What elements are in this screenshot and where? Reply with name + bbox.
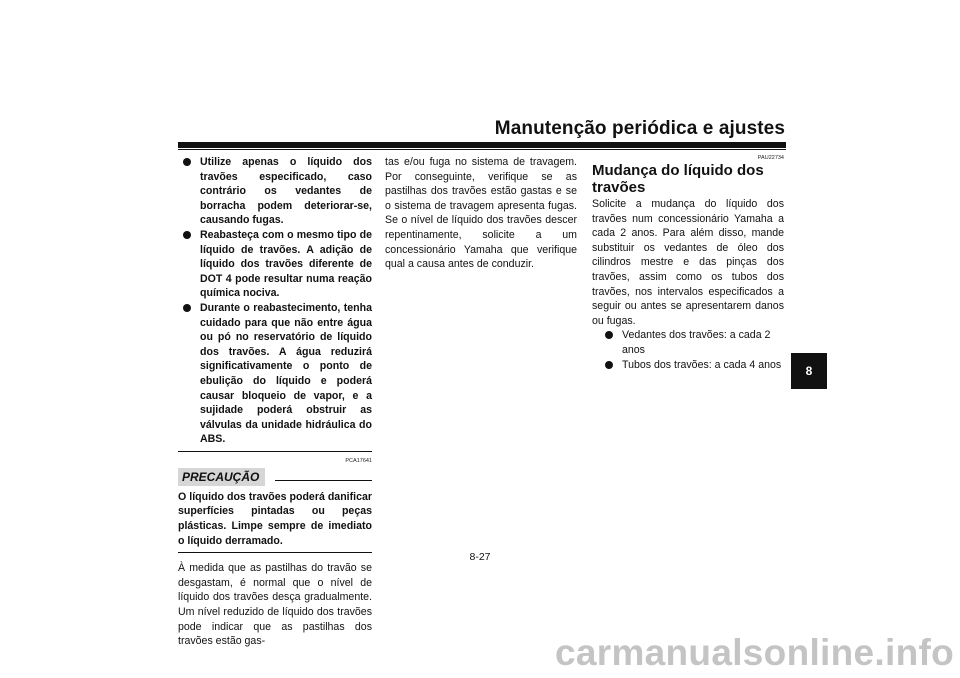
caution-rule	[275, 480, 372, 481]
caution-code: PCA17641	[345, 457, 372, 464]
interval-item	[600, 358, 784, 373]
body-paragraph: À medida que as pastilhas do travão se desgastam, é normal que o nível de líquido dos travões desça gradualmente. Um nível reduzido de líquido dos travões pode indicar que as pastilhas dos travões estão gas-	[178, 562, 372, 648]
interval-item	[600, 328, 784, 357]
warning-text: Durante o reabastecimento, tenha cuidado para que não entre água ou pó no reservatório de líquido dos travões. A água reduzirá significativamente o ponto de ebulição do líquido e poderá causar bloqueio de vapor, e a sujidade poderá obstruir as válvulas da unidade hidráulica do ABS.	[200, 301, 372, 446]
warning-list	[178, 155, 372, 447]
section-code: PAU22734	[757, 155, 784, 161]
bullet-icon	[605, 331, 613, 339]
section-heading: Mudança do líquido dos travões	[592, 162, 764, 196]
chapter-tab	[791, 353, 827, 389]
middle-column	[385, 155, 577, 272]
warning-item	[178, 228, 372, 301]
warning-item	[178, 301, 372, 447]
warning-end-rule	[178, 451, 372, 452]
page-title: Manutenção periódica e ajustes	[494, 118, 785, 139]
bullet-icon	[183, 304, 191, 312]
bullet-icon	[183, 158, 191, 166]
warning-text: Utilize apenas o líquido dos travões especificado, caso contrário os vedantes de borracha podem deteriorar-se, causando fugas.	[200, 156, 372, 227]
watermark: carmanualsonline.info	[555, 632, 954, 673]
caution-text: O líquido dos travões poderá danificar superfícies pintadas ou peças plásticas. Limpe sempre de imediato o líquido derramado.	[178, 490, 372, 547]
interval-text: Tubos dos travões: a cada 4 anos	[622, 358, 782, 371]
interval-text: Vedantes dos travões: a cada 2 anos	[622, 329, 771, 356]
warning-item	[178, 155, 372, 228]
chapter-number: 8	[805, 364, 813, 378]
header-rule-thin	[178, 149, 786, 150]
left-column	[178, 155, 372, 649]
header-rule	[178, 142, 786, 148]
right-column	[592, 155, 784, 372]
bullet-icon	[183, 231, 191, 239]
warning-text: Reabasteça com o mesmo tipo de líquido de travões. A adição de líquido dos travões diferente de DOT 4 pode resultar numa reação química nociva.	[200, 228, 372, 300]
caution-label: PRECAUÇÃO	[178, 468, 265, 486]
page-number: 8-27	[469, 551, 491, 563]
caution-header	[178, 468, 372, 486]
body-paragraph: Solicite a mudança do líquido dos travões num concessionário Yamaha a cada 2 anos. Para além disso, mande substituir os vedantes de óleo dos cilindros mestre e das pinças dos travões, assim como os tubos dos travões, nos intervalos especificados a seguir ou antes se apresentarem danos ou fugas.	[592, 198, 784, 327]
interval-list	[600, 328, 784, 372]
body-paragraph: tas e/ou fuga no sistema de travagem. Por conseguinte, verifique se as pastilhas dos travões estão gastas e se o sistema de travagem apresenta fugas. Se o nível de líquido dos travões descer repentinamente, solicite a um concessionário Yamaha que verifique qual a causa antes de conduzir.	[385, 156, 577, 271]
bullet-icon	[605, 361, 613, 369]
